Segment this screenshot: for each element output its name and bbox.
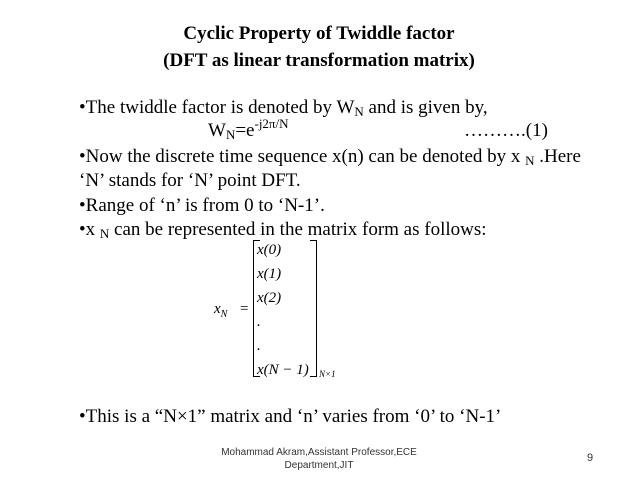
bullet-matrix-size: •This is a “N×1” matrix and ‘n’ varies from ‘0’ to ‘N-1’ [79, 406, 502, 427]
bullet2-text: •Now the discrete time sequence x(n) can be denoted by x [79, 146, 526, 167]
matrix-label [214, 301, 227, 318]
bullet2-suffix: .Here [534, 146, 581, 167]
right-bracket [310, 240, 317, 377]
matrix-dimension: N×1 [319, 369, 336, 379]
formula-reference: ……….(1) [464, 120, 548, 141]
bullet-sequence-continued: ‘N’ stands for ‘N’ point DFT. [79, 170, 301, 191]
bullet1-text: •The twiddle factor is denoted by W [79, 97, 355, 118]
matrix-label-x: x [214, 301, 221, 317]
matrix-element: . [257, 338, 261, 354]
slide-title: Cyclic Property of Twiddle factor [183, 23, 455, 44]
matrix-element: x(2) [257, 290, 282, 306]
bullet4-text: •x [79, 219, 100, 240]
formula-w-subscript: N [225, 127, 236, 142]
bullet4-subscript: N [99, 226, 110, 241]
bullet1-suffix: and is given by, [363, 97, 488, 118]
page-number: 9 [587, 452, 594, 464]
slide-footer: Mohammad Akram,Assistant Professor,ECE Department,JIT [221, 447, 417, 471]
matrix-equals: = [240, 301, 249, 317]
formula-exponent: -j2π/N [254, 116, 289, 131]
left-bracket [253, 240, 260, 377]
bullet4-suffix: can be represented in the matrix form as follows: [109, 219, 487, 240]
matrix-element: . [257, 314, 261, 330]
slide-subtitle: (DFT as linear transformation matrix) [163, 50, 475, 71]
twiddle-formula [208, 116, 289, 143]
column-matrix [200, 228, 360, 388]
bullet-range: •Range of ‘n’ is from 0 to ‘N-1’. [79, 195, 325, 216]
bullet-sequence [79, 146, 581, 169]
matrix-element: x(N − 1) [257, 362, 309, 378]
formula-equals: =e [235, 120, 255, 141]
bullet1-subscript: N [354, 104, 364, 119]
matrix-element: x(1) [257, 266, 282, 282]
matrix-label-subscript: N [220, 309, 228, 320]
matrix-element: x(0) [257, 242, 282, 258]
bullet2-subscript: N [525, 153, 535, 168]
formula-w: W [208, 120, 226, 141]
